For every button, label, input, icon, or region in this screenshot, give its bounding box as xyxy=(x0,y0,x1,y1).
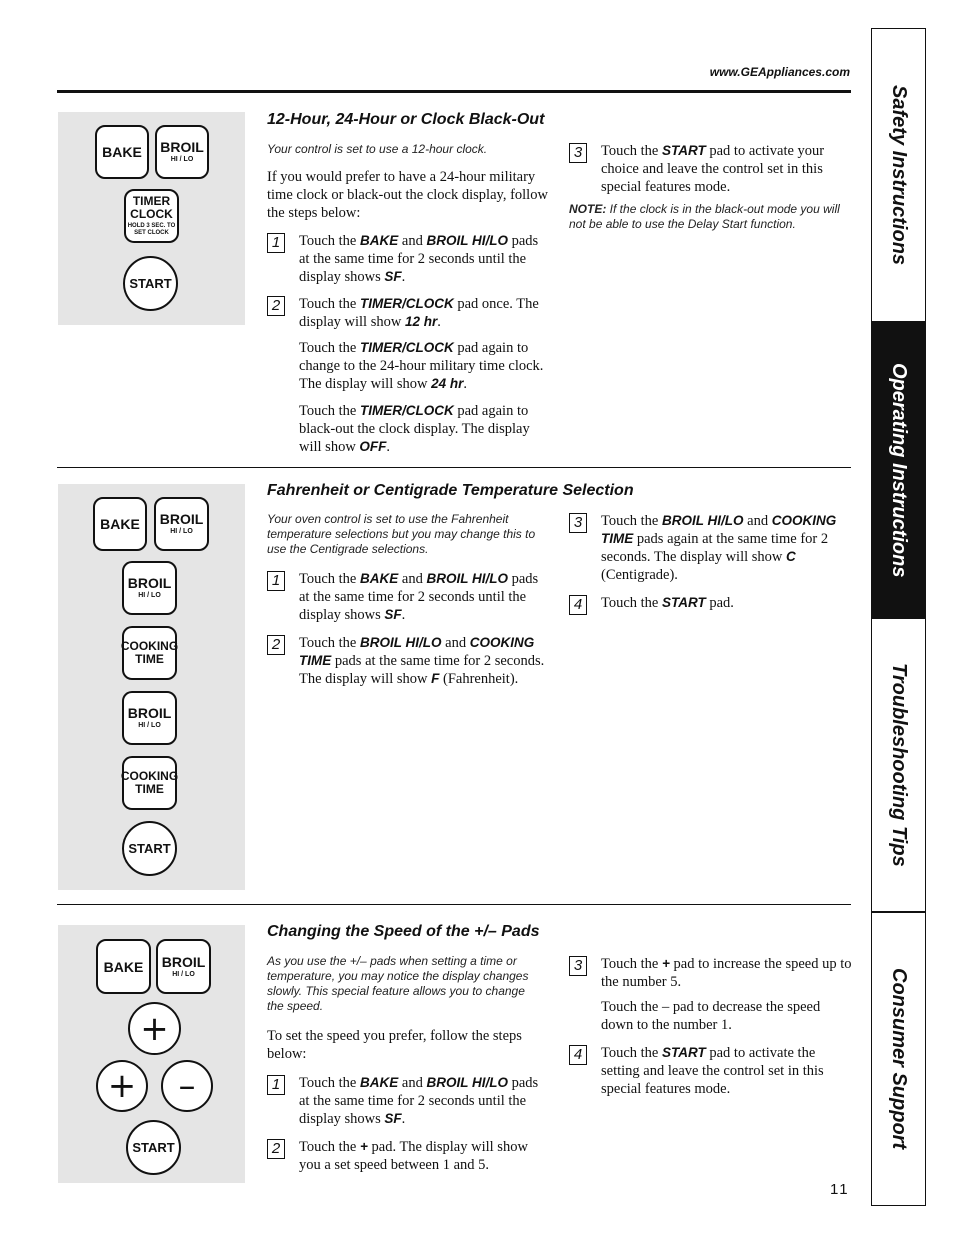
control-panel-illustration xyxy=(58,112,245,325)
bake-pad: BAKE xyxy=(96,939,151,994)
step-number: 3 xyxy=(569,956,587,976)
step-number: 3 xyxy=(569,513,587,533)
start-pad: START xyxy=(122,821,177,876)
bake-pad: BAKE xyxy=(93,497,147,551)
cooking-time-pad: COOKING TIME xyxy=(122,626,177,680)
step-number: 1 xyxy=(267,233,285,253)
tab-label: Troubleshooting Tips xyxy=(888,663,910,867)
section-divider xyxy=(57,467,851,468)
minus-pad: – xyxy=(161,1060,213,1112)
section-tabs xyxy=(871,28,926,1206)
step-3-continued: Touch the – pad to decrease the speed down to the number 1. xyxy=(601,999,821,1033)
tab-troubleshooting-tips[interactable] xyxy=(871,618,926,912)
section-paragraph: If you would prefer to have a 24-hour military time clock or black-out the clock display, follow the steps below: xyxy=(267,169,548,221)
step-number: 4 xyxy=(569,595,587,615)
step-text: Touch the START pad to activate the setting and leave the control set in this special features mode. xyxy=(601,1045,824,1097)
broil-pad: BROIL HI / LO xyxy=(122,691,177,745)
step-number: 2 xyxy=(267,296,285,316)
step-text: Touch the START pad. xyxy=(601,595,734,611)
broil-pad: BROIL HI / LO xyxy=(122,561,177,615)
timer-clock-pad: TIMER CLOCK HOLD 3 SEC. TO SET CLOCK xyxy=(124,189,179,243)
step-2-continued: Touch the TIMER/CLOCK pad again to black-out the clock display. The display will show OFF. xyxy=(299,403,530,455)
page-number: 11 xyxy=(830,1181,850,1198)
step-text: Touch the BAKE and BROIL HI/LO pads at the same time for 2 seconds until the display shows SF. xyxy=(299,233,539,285)
start-pad: START xyxy=(126,1120,181,1175)
step-text: Touch the BAKE and BROIL HI/LO pads at the same time for 2 seconds until the display shows SF. xyxy=(299,571,539,623)
section-title: Fahrenheit or Centigrade Temperature Selection xyxy=(267,482,634,499)
tab-label: Safety Instructions xyxy=(888,84,910,266)
broil-pad: BROIL HI / LO xyxy=(154,497,209,551)
step-number: 1 xyxy=(267,571,285,591)
step-number: 1 xyxy=(267,1075,285,1095)
start-pad: START xyxy=(123,256,178,311)
plus-pad: + xyxy=(96,1060,148,1112)
tab-operating-instructions[interactable] xyxy=(871,322,926,618)
tab-safety-instructions[interactable] xyxy=(871,28,926,322)
control-panel-illustration xyxy=(58,484,245,890)
step-text: Touch the TIMER/CLOCK pad once. The display will show 12 hr. xyxy=(299,296,539,330)
step-text: Touch the BROIL HI/LO and COOKING TIME pads again at the same time for 2 seconds. The display will show C (Centigrade). xyxy=(601,513,837,583)
section-title: 12-Hour, 24-Hour or Clock Black-Out xyxy=(267,111,545,128)
step-text: Touch the + pad to increase the speed up to the number 5. xyxy=(601,956,852,990)
bake-pad: BAKE xyxy=(95,125,149,179)
section-intro: Your oven control is set to use the Fahrenheit temperature selections but you may change this to use the Centigrade selections. xyxy=(267,512,536,556)
section-intro: Your control is set to use a 12-hour clock. xyxy=(267,142,488,156)
cooking-time-pad: COOKING TIME xyxy=(122,756,177,810)
step-text: Touch the START pad to activate your choice and leave the control set in this special features mode. xyxy=(601,143,825,195)
plus-pad: + xyxy=(128,1002,181,1055)
website-url: www.GEAppliances.com xyxy=(709,65,850,79)
section-paragraph: To set the speed you prefer, follow the steps below: xyxy=(267,1028,522,1062)
step-number: 2 xyxy=(267,1139,285,1159)
section-divider xyxy=(57,904,851,905)
section-intro: As you use the +/– pads when setting a time or temperature, you may notice the display changes slowly. This special feature allows you to change the speed. xyxy=(267,954,529,1013)
step-text: Touch the + pad. The display will show you a set speed between 1 and 5. xyxy=(299,1139,528,1173)
note: NOTE: If the clock is in the black-out mode you will not be able to use the Delay Start function. xyxy=(569,202,840,231)
step-text: Touch the BROIL HI/LO and COOKING TIME pads at the same time for 2 seconds. The display will show F (Fahrenheit). xyxy=(299,635,545,687)
step-number: 3 xyxy=(569,143,587,163)
step-number: 4 xyxy=(569,1045,587,1065)
step-number: 2 xyxy=(267,635,285,655)
step-text: Touch the BAKE and BROIL HI/LO pads at the same time for 2 seconds until the display shows SF. xyxy=(299,1075,539,1127)
section-title: Changing the Speed of the +/– Pads xyxy=(267,923,540,940)
broil-pad: BROIL HI / LO xyxy=(156,939,211,994)
tab-label: Consumer Support xyxy=(888,968,910,1150)
control-panel-illustration xyxy=(58,925,245,1183)
broil-pad: BROIL HI / LO xyxy=(155,125,209,179)
step-2-continued: Touch the TIMER/CLOCK pad again to change to the 24-hour military time clock. The display will show 24 hr. xyxy=(299,340,544,392)
tab-label: Operating Instructions xyxy=(888,362,910,578)
tab-consumer-support[interactable] xyxy=(871,912,926,1206)
header-rule xyxy=(57,90,851,93)
